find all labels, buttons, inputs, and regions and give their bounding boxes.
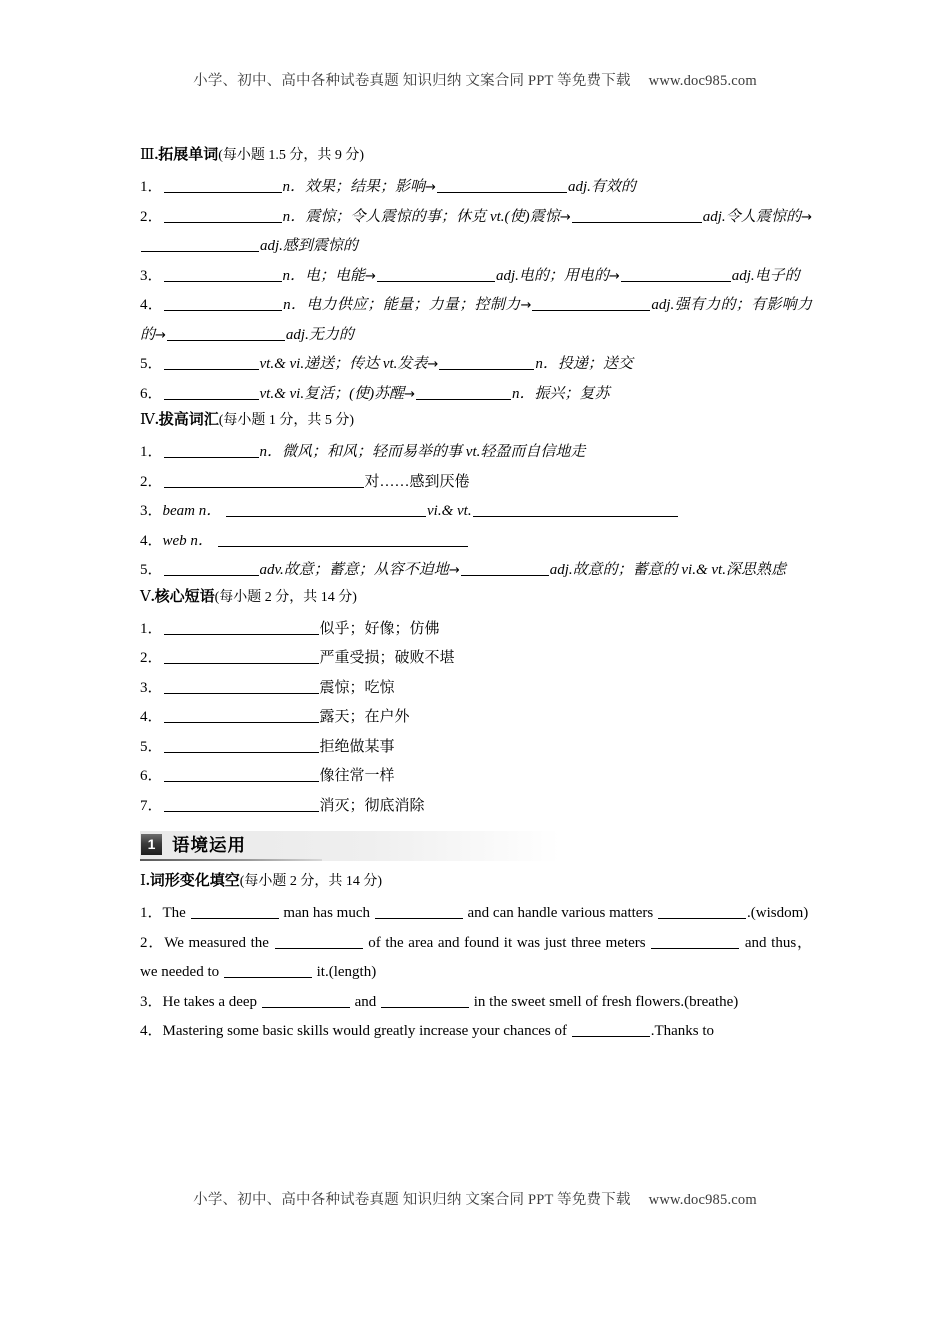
item-text: n．震惊；令人震惊的事；休克 (282, 208, 487, 225)
arrow-icon: → (801, 209, 812, 225)
item-text: adj.有效的 (567, 179, 636, 195)
answer-blank[interactable] (164, 178, 282, 193)
item-text: and (354, 993, 377, 1010)
answer-blank[interactable] (164, 355, 259, 370)
arrow-icon: → (155, 327, 166, 343)
item-c1-1 (140, 899, 812, 929)
item-text: .(wisdom) (747, 905, 809, 921)
item-num: 7． (140, 797, 163, 814)
item-text: of the area and found it was just three meters (368, 934, 646, 951)
answer-blank[interactable] (381, 993, 469, 1008)
arrow-icon: → (559, 209, 571, 225)
item-num: 4． (140, 532, 163, 549)
item-text: The (162, 905, 186, 921)
item-5-6 (140, 762, 812, 792)
watermark-footer-url: www.doc985.com (648, 1192, 757, 1208)
document-content (140, 144, 812, 1047)
answer-blank[interactable] (621, 267, 731, 282)
item-5-2 (140, 644, 812, 674)
item-text: 似乎；好像；仿佛 (319, 620, 440, 637)
item-text: Mastering some basic skills would greatly increase your chances of (162, 1023, 567, 1039)
section-score-5: (每小题 2 分，共 14 分) (214, 589, 357, 605)
item-num: 1． (140, 905, 163, 921)
item-text: vt.轻盈而自信地走 (465, 444, 586, 460)
item-4-4 (140, 527, 812, 557)
item-num: 1． (140, 620, 163, 637)
item-5-5 (140, 733, 812, 763)
item-num: 3． (140, 679, 163, 696)
item-5-3 (140, 674, 812, 704)
item-num: 3． (140, 993, 163, 1010)
answer-blank[interactable] (377, 267, 495, 282)
item-num: 1． (140, 444, 163, 460)
item-num: 2． (140, 208, 163, 225)
section-score-4: (每小题 1 分，共 5 分) (218, 413, 355, 428)
item-text: 像往常一样 (319, 768, 395, 784)
item-text: n．效果；结果；影响 (282, 179, 426, 195)
answer-blank[interactable] (164, 797, 319, 812)
item-text: 露天；在户外 (319, 709, 410, 725)
section-heading-word-form (140, 870, 812, 893)
item-text: in the sweet smell of fresh flowers.(breathe) (473, 993, 739, 1010)
item-3-1 (140, 173, 812, 203)
banner-title: 语境运用 (172, 835, 246, 855)
item-num: 2． (140, 934, 165, 951)
answer-blank[interactable] (224, 963, 312, 978)
item-text: adj.令人震惊的 (702, 208, 802, 225)
item-text: vi.& vt. (427, 503, 472, 519)
item-text: 拒绝做某事 (319, 738, 395, 755)
item-num: 5． (140, 738, 163, 755)
watermark-header (0, 69, 950, 90)
item-c1-4 (140, 1017, 812, 1047)
answer-blank[interactable] (262, 993, 350, 1008)
item-text: adj.强有力的；有影响力的 (140, 297, 812, 343)
item-text: vt.& vi.递送；传达 (259, 356, 380, 372)
item-num: 6． (140, 768, 163, 784)
item-5-7 (140, 792, 812, 822)
item-3-3 (140, 262, 812, 292)
item-3-4 (140, 291, 812, 350)
item-num: 4． (140, 709, 163, 725)
section-roman-5: Ⅴ (140, 588, 151, 605)
arrow-icon: → (425, 180, 436, 195)
item-text: adj.电子的 (731, 267, 800, 284)
item-num: 4． (140, 297, 164, 313)
item-4-5 (140, 556, 812, 586)
item-3-2 (140, 203, 812, 262)
item-text: 震惊；吃惊 (319, 679, 395, 696)
item-4-1 (140, 438, 812, 468)
item-num: 3． (140, 267, 163, 284)
arrow-icon: → (404, 386, 415, 402)
item-text: n．投递；送交 (535, 356, 633, 372)
item-3-5 (140, 350, 812, 380)
item-num: 6． (140, 385, 163, 402)
item-num: 5． (140, 356, 163, 372)
answer-blank[interactable] (572, 1022, 650, 1037)
watermark-header-text: 小学、初中、高中各种试卷真题 知识归纳 文案合同 PPT 等免费下载 (193, 73, 631, 89)
item-text: adj.感到震惊的 (260, 238, 358, 254)
arrow-icon: → (427, 357, 439, 372)
item-text: web n． (162, 532, 213, 549)
item-text: vt.& vi.复活；(使)苏醒 (259, 385, 405, 402)
arrow-icon: → (608, 268, 620, 284)
item-text: 严重受损；破败不堪 (319, 650, 455, 666)
section-score-3: (每小题 1.5 分，共 9 分) (218, 148, 365, 163)
item-num: 4． (140, 1023, 163, 1039)
item-text: vi.& vt.深思熟虑 (681, 562, 786, 578)
item-c1-3 (140, 988, 812, 1018)
item-text: vt.发表 (382, 356, 428, 372)
item-text: it.(length) (316, 964, 377, 980)
answer-blank[interactable] (461, 561, 549, 576)
banner-underline (140, 859, 322, 861)
section-heading-core-phrases (140, 586, 812, 609)
banner-number-badge: 1 (141, 834, 162, 855)
item-text: adj.电的；用电的 (495, 267, 609, 284)
section-heading-advanced-vocab (140, 409, 812, 432)
item-text: adj.故意的；蓄意的 (549, 562, 678, 578)
answer-blank[interactable] (651, 934, 739, 949)
item-text: He takes a deep (162, 993, 258, 1010)
answer-blank[interactable] (375, 904, 463, 919)
item-c1-2 (140, 929, 812, 988)
section-title-4: .拔高词汇 (155, 412, 219, 428)
answer-blank[interactable] (164, 473, 364, 488)
item-text: vt.(使)震惊 (489, 208, 560, 225)
section-title-c1: .词形变化填空 (145, 873, 240, 889)
section-roman-c1: Ⅰ (140, 873, 146, 889)
answer-blank[interactable] (164, 208, 282, 223)
watermark-footer (0, 1188, 950, 1209)
item-text: .Thanks to (650, 1023, 715, 1039)
arrow-icon: → (448, 563, 460, 578)
section-title-3: .拓展单词 (154, 147, 219, 163)
answer-blank[interactable] (473, 502, 678, 517)
item-5-1 (140, 615, 812, 645)
item-3-6 (140, 380, 812, 410)
answer-blank[interactable] (164, 385, 259, 400)
item-text: 消灭；彻底消除 (319, 797, 425, 814)
watermark-header-url: www.doc985.com (648, 73, 757, 89)
answer-blank[interactable] (658, 904, 746, 919)
answer-blank[interactable] (164, 649, 319, 664)
item-text: adv.故意；蓄意；从容不迫地 (259, 562, 449, 578)
section-roman-4: Ⅳ (140, 412, 155, 428)
answer-blank[interactable] (141, 237, 259, 252)
item-num: 2． (140, 473, 163, 490)
item-text: n．电；电能 (282, 267, 366, 284)
section-banner-context-usage (140, 831, 812, 861)
section-heading-expand-words (140, 144, 812, 167)
item-text: beam n． (162, 503, 222, 519)
answer-blank[interactable] (164, 738, 319, 753)
item-text: n．振兴；复苏 (511, 385, 610, 402)
answer-blank[interactable] (164, 296, 282, 311)
item-4-2 (140, 468, 812, 498)
item-5-4 (140, 703, 812, 733)
answer-blank[interactable] (572, 208, 702, 223)
answer-blank[interactable] (416, 385, 511, 400)
section-score-c1: (每小题 2 分，共 14 分) (239, 874, 383, 889)
answer-blank[interactable] (218, 532, 468, 547)
answer-blank[interactable] (164, 443, 259, 458)
arrow-icon: → (520, 298, 532, 313)
item-text: and thus，we needed to (140, 934, 813, 980)
answer-blank[interactable] (164, 561, 259, 576)
item-text: and can handle various matters (467, 905, 654, 921)
item-text: adj.无力的 (285, 326, 354, 343)
section-roman-3: Ⅲ (140, 147, 155, 163)
answer-blank[interactable] (164, 708, 319, 723)
section-title-5: .核心短语 (150, 588, 215, 605)
answer-blank[interactable] (164, 767, 319, 782)
item-text: n．电力供应；能量；力量；控制力 (283, 297, 521, 313)
answer-blank[interactable] (164, 679, 319, 694)
answer-blank[interactable] (532, 296, 650, 311)
item-num: 3． (140, 503, 163, 519)
answer-blank[interactable] (226, 502, 426, 517)
answer-blank[interactable] (167, 326, 285, 341)
item-text: man has much (283, 905, 370, 921)
item-text: We measured the (164, 934, 269, 951)
answer-blank[interactable] (437, 178, 567, 193)
answer-blank[interactable] (275, 934, 363, 949)
answer-blank[interactable] (164, 620, 319, 635)
item-text: 对……感到厌倦 (364, 473, 470, 490)
item-num: 2． (140, 650, 163, 666)
item-num: 1． (140, 179, 163, 195)
watermark-footer-text: 小学、初中、高中各种试卷真题 知识归纳 文案合同 PPT 等免费下载 (193, 1192, 631, 1208)
arrow-icon: → (365, 268, 376, 284)
item-text: n．微风；和风；轻而易举的事 (259, 444, 463, 460)
answer-blank[interactable] (164, 267, 282, 282)
item-4-3 (140, 497, 812, 527)
answer-blank[interactable] (439, 355, 534, 370)
item-num: 5． (140, 562, 163, 578)
answer-blank[interactable] (191, 904, 279, 919)
